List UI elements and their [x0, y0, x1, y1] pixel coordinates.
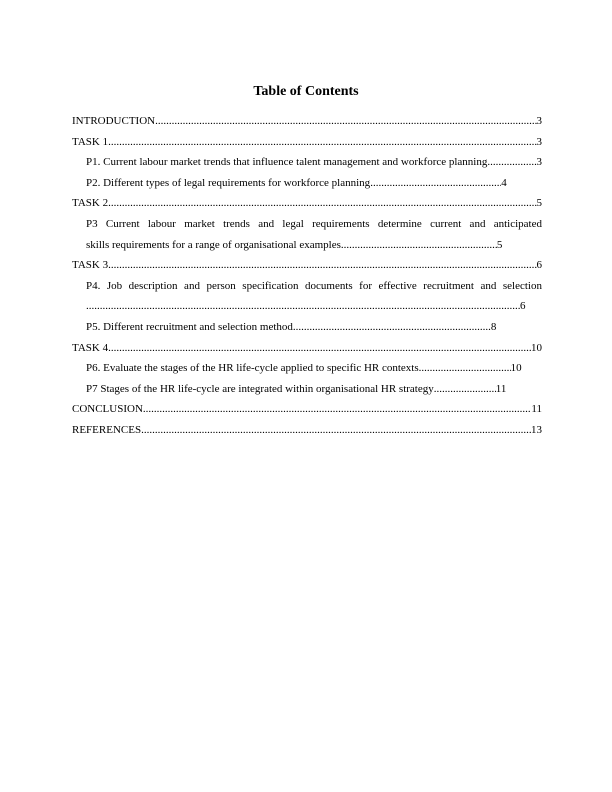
dot-leader: [370, 173, 501, 194]
table-of-contents: [72, 111, 542, 441]
toc-page-number: 8: [490, 320, 497, 333]
toc-entry-p7[interactable]: [72, 379, 542, 400]
dot-leader: [108, 255, 536, 276]
toc-page-number: 13: [531, 423, 542, 436]
dot-leader: [293, 317, 491, 338]
toc-entry-p1[interactable]: [72, 152, 542, 173]
toc-entry-label: P6. Evaluate the stages of the HR life-cycle applied to specific HR contexts: [86, 362, 419, 375]
dot-leader: [434, 379, 496, 400]
dot-leader: [141, 420, 531, 441]
toc-entry-label: CONCLUSION: [72, 403, 143, 416]
toc-entry-p3-line-2[interactable]: [72, 235, 542, 256]
dot-leader: [143, 399, 532, 420]
toc-entry-label: INTRODUCTION: [72, 115, 156, 127]
toc-entry-p4-line-2[interactable]: [72, 296, 542, 317]
dot-leader: [86, 296, 520, 317]
toc-page-number: 10: [531, 341, 542, 354]
toc-page-number: 6: [520, 300, 526, 313]
dot-leader: [341, 235, 497, 256]
dot-leader: [108, 132, 536, 153]
dot-leader: [108, 193, 536, 214]
dot-leader: [487, 152, 536, 173]
toc-entry-p5[interactable]: [72, 317, 542, 338]
toc-page-number: 5: [536, 197, 542, 210]
toc-entry-references[interactable]: [72, 420, 542, 441]
toc-entry-label: P4. Job description and person specification documents for effective recruitment and selection: [86, 279, 542, 292]
toc-entry-introduction[interactable]: [72, 111, 542, 132]
toc-page-number: 11: [531, 403, 542, 416]
page-title: Table of Contents: [253, 84, 359, 99]
toc-entry-label: skills requirements for a range of organisational examples: [86, 238, 341, 251]
toc-page-number: 10: [510, 362, 522, 375]
toc-entry-p6[interactable]: [72, 358, 542, 379]
toc-page-number: 3: [536, 115, 542, 127]
toc-entry-task-2[interactable]: [72, 193, 542, 214]
toc-entry-label: TASK 3: [72, 259, 109, 272]
toc-entry-label: REFERENCES: [72, 423, 142, 436]
toc-entry-label: P7 Stages of the HR life-cycle are integrated within organisational HR strategy: [86, 382, 434, 395]
dot-leader: [419, 358, 511, 379]
toc-entry-label: P2. Different types of legal requirements for workforce planning: [86, 176, 371, 189]
toc-entry-label: P3 Current labour market trends and legal requirements determine current and anticipated: [86, 217, 542, 230]
toc-entry-label: TASK 1: [72, 135, 109, 148]
toc-page-number: 4: [501, 176, 507, 189]
toc-page-number: 5: [496, 238, 503, 251]
toc-entry-task-1[interactable]: [72, 132, 542, 153]
toc-entry-p3-line-1[interactable]: [72, 214, 542, 235]
dot-leader: [108, 338, 531, 359]
toc-entry-task-3[interactable]: [72, 255, 542, 276]
toc-entry-label: P1. Current labour market trends that influence talent management and workforce planning: [86, 156, 488, 169]
toc-entry-p4-line-1[interactable]: [72, 276, 542, 297]
toc-entry-label: TASK 2: [72, 197, 109, 210]
toc-entry-conclusion[interactable]: [72, 399, 542, 420]
toc-page-number: 11: [495, 382, 507, 395]
dot-leader: [155, 111, 536, 132]
toc-entry-label: P5. Different recruitment and selection method: [86, 320, 293, 333]
toc-entry-task-4[interactable]: [72, 338, 542, 359]
toc-page-number: 3: [536, 156, 542, 169]
toc-page-number: 6: [536, 259, 542, 272]
toc-page-number: 3: [536, 135, 542, 148]
toc-entry-p2[interactable]: [72, 173, 542, 194]
toc-entry-label: TASK 4: [72, 341, 109, 354]
